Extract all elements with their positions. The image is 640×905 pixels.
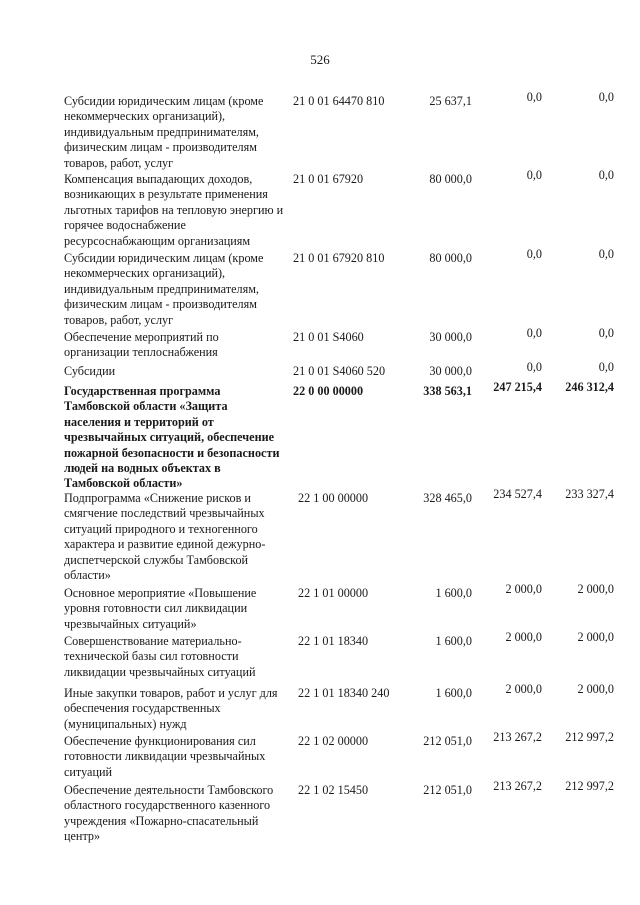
row-value-2: 2 000,0 bbox=[505, 630, 542, 644]
row-value-3: 0,0 bbox=[598, 360, 614, 374]
row-value-1: 80 000,0 bbox=[429, 251, 472, 265]
row-value-3: 2 000,0 bbox=[577, 582, 614, 596]
row-value-2: 0,0 bbox=[526, 247, 542, 261]
row-code: 22 0 00 00000 bbox=[293, 384, 364, 398]
row-code: 22 1 01 18340 240 bbox=[298, 686, 390, 700]
row-value-1: 212 051,0 bbox=[423, 734, 472, 748]
row-value-1: 338 563,1 bbox=[423, 384, 472, 398]
row-name: Обеспечение функционирования сил готовности ликвидации чрезвычайных ситуаций bbox=[64, 734, 266, 779]
row-code: 21 0 01 S4060 bbox=[293, 330, 364, 344]
row-value-3: 0,0 bbox=[598, 90, 614, 104]
row-name: Субсидии юридическим лицам (кроме некоммерческих организаций), индивидуальным предпринимателям, физическим лицам - производителям товаров, работ, услуг bbox=[64, 94, 264, 170]
row-value-3: 212 997,2 bbox=[565, 779, 614, 793]
row-name: Совершенствование материально-технической базы сил готовности ликвидации чрезвычайных ситуаций bbox=[64, 634, 256, 679]
row-code: 22 1 01 00000 bbox=[298, 586, 369, 600]
row-name: Компенсация выпадающих доходов, возникающих в результате применения льготных тарифов на тепловую энергию и горячее водоснабжение ресурсоснабжающим организациям bbox=[64, 172, 284, 248]
row-value-1: 30 000,0 bbox=[429, 330, 472, 344]
row-value-3: 2 000,0 bbox=[577, 630, 614, 644]
row-name: Субсидии юридическим лицам (кроме некоммерческих организаций), индивидуальным предпринимателям, физическим лицам - производителям товаров, работ, услуг bbox=[64, 251, 264, 327]
row-name: Субсидии bbox=[64, 364, 116, 378]
row-code: 21 0 01 67920 bbox=[293, 172, 364, 186]
row-value-2: 213 267,2 bbox=[493, 779, 542, 793]
row-value-3: 212 997,2 bbox=[565, 730, 614, 744]
row-value-2: 2 000,0 bbox=[505, 682, 542, 696]
row-code: 21 0 01 64470 810 bbox=[293, 94, 385, 108]
row-value-2: 213 267,2 bbox=[493, 730, 542, 744]
row-value-2: 0,0 bbox=[526, 90, 542, 104]
row-value-1: 1 600,0 bbox=[435, 634, 472, 648]
row-value-2: 0,0 bbox=[526, 326, 542, 340]
row-code: 21 0 01 67920 810 bbox=[293, 251, 385, 265]
row-name: Иные закупки товаров, работ и услуг для обеспечения государственных (муниципальных) нужд bbox=[64, 686, 278, 731]
row-code: 22 1 02 15450 bbox=[298, 783, 369, 797]
row-code: 21 0 01 S4060 520 bbox=[293, 364, 386, 378]
row-value-3: 0,0 bbox=[598, 326, 614, 340]
row-value-3: 246 312,4 bbox=[565, 380, 614, 394]
row-value-1: 328 465,0 bbox=[423, 491, 472, 505]
row-value-2: 0,0 bbox=[526, 168, 542, 182]
row-name: Обеспечение мероприятий по организации теплоснабжения bbox=[64, 330, 219, 360]
row-name: Основное мероприятие «Повышение уровня готовности сил ликвидации чрезвычайных ситуаций» bbox=[64, 586, 257, 631]
row-value-3: 0,0 bbox=[598, 168, 614, 182]
row-name: Подпрограмма «Снижение рисков и смягчение последствий чрезвычайных ситуаций природного и техногенного характера и развитие единой дежурно-диспетчерской службы Тамбовской области» bbox=[64, 491, 266, 583]
row-code: 22 1 01 18340 bbox=[298, 634, 369, 648]
row-value-1: 1 600,0 bbox=[435, 586, 472, 600]
row-value-2: 2 000,0 bbox=[505, 582, 542, 596]
row-value-1: 25 637,1 bbox=[429, 94, 472, 108]
page-number: 526 bbox=[310, 52, 330, 67]
row-value-1: 80 000,0 bbox=[429, 172, 472, 186]
row-value-2: 247 215,4 bbox=[493, 380, 542, 394]
row-value-3: 2 000,0 bbox=[577, 682, 614, 696]
row-value-3: 233 327,4 bbox=[565, 487, 614, 501]
row-name: Государственная программа Тамбовской области «Защита населения и территорий от чрезвычайных ситуаций, обеспечение пожарной безопасности и безопасности людей на водных объектах в Тамбовской области» bbox=[64, 384, 280, 491]
row-value-1: 30 000,0 bbox=[429, 364, 472, 378]
row-value-2: 234 527,4 bbox=[493, 487, 542, 501]
row-name: Обеспечение деятельности Тамбовского областного государственного казенного учреждения «Пожарно-спасательный центр» bbox=[64, 783, 274, 844]
row-value-1: 1 600,0 bbox=[435, 686, 472, 700]
row-code: 22 1 02 00000 bbox=[298, 734, 369, 748]
row-value-1: 212 051,0 bbox=[423, 783, 472, 797]
row-code: 22 1 00 00000 bbox=[298, 491, 369, 505]
row-value-3: 0,0 bbox=[598, 247, 614, 261]
row-value-2: 0,0 bbox=[526, 360, 542, 374]
